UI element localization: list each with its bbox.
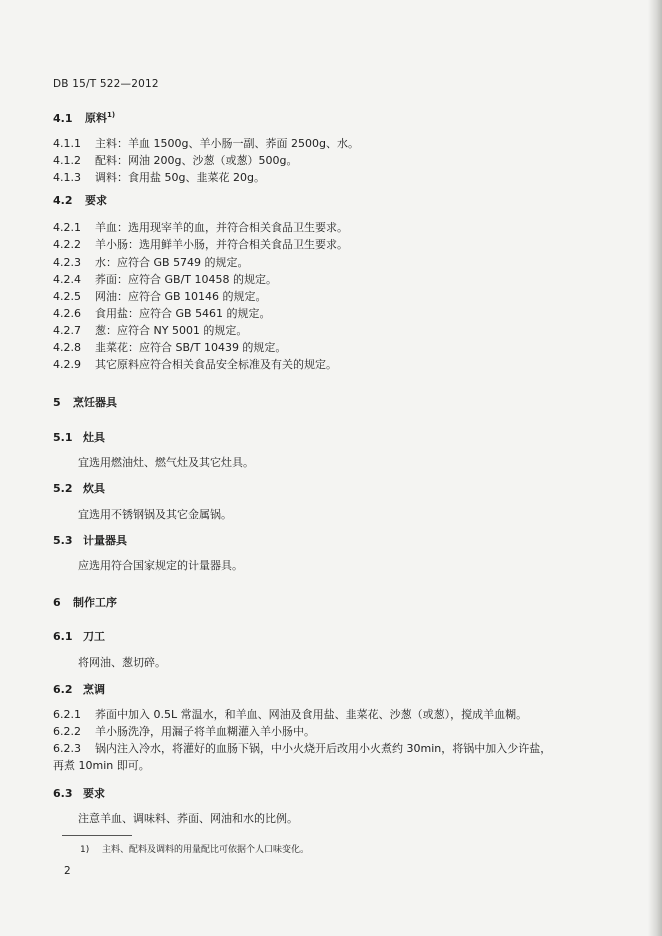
- section-title: 刀工: [83, 630, 105, 643]
- clause-4-2-5: [53, 290, 267, 304]
- heading-6-1: [53, 630, 105, 644]
- clause-text: 水：应符合 GB 5749 的规定。: [95, 256, 249, 269]
- footnote-text: 主料、配料及调料的用量配比可依据个人口味变化。: [102, 845, 310, 855]
- section-number: 6.2: [53, 683, 73, 696]
- clause-text: 其它原料应符合相关食品安全标准及有关的规定。: [95, 358, 337, 371]
- clause-text: 荞面：应符合 GB/T 10458 的规定。: [95, 273, 277, 286]
- clause-6-2-3-continuation: 再煮 10min 即可。: [53, 759, 150, 772]
- heading-4-1: [53, 108, 115, 126]
- section-number: 5: [53, 396, 61, 409]
- clause-4-1-3: [53, 171, 265, 185]
- clause-text: 主料：羊血 1500g、羊小肠一副、荞面 2500g、水。: [95, 137, 359, 150]
- section-number: 6.3: [53, 787, 73, 800]
- clause-6-2-2: [53, 725, 315, 739]
- clause-4-1-1: [53, 137, 359, 151]
- clause-number: 4.2.6: [53, 307, 81, 320]
- section-number: 4.2: [53, 194, 73, 207]
- section-number: 5.2: [53, 482, 73, 495]
- clause-number: 6.2.3: [53, 742, 81, 755]
- heading-5-1: [53, 431, 105, 445]
- paragraph-6-3: 注意羊血、调味料、荞面、网油和水的比例。: [78, 812, 298, 825]
- page-number: 2: [64, 865, 71, 877]
- clause-6-2-3: [53, 742, 551, 756]
- clause-text: 韭菜花：应符合 SB/T 10439 的规定。: [95, 341, 287, 354]
- heading-5: [53, 396, 117, 410]
- section-title: 制作工序: [73, 596, 117, 609]
- footnote: [80, 842, 309, 855]
- section-number: 6: [53, 596, 61, 609]
- heading-6: [53, 596, 117, 610]
- clause-text: 羊小肠：选用鲜羊小肠，并符合相关食品卫生要求。: [95, 238, 348, 251]
- clause-number: 4.2.3: [53, 256, 81, 269]
- clause-text: 调料：食用盐 50g、韭菜花 20g。: [95, 171, 265, 184]
- section-number: 6.1: [53, 630, 73, 643]
- clause-text: 羊血：选用现宰羊的血，并符合相关食品卫生要求。: [95, 221, 348, 234]
- clause-text: 网油：应符合 GB 10146 的规定。: [95, 290, 267, 303]
- clause-4-2-9: [53, 358, 337, 372]
- section-title: 计量器具: [83, 534, 127, 547]
- heading-5-3: [53, 534, 127, 548]
- paragraph-5-3: 应选用符合国家规定的计量器具。: [78, 559, 243, 572]
- clause-text: 葱：应符合 NY 5001 的规定。: [95, 324, 248, 337]
- section-title: 原料: [85, 111, 107, 125]
- heading-6-3: [53, 787, 105, 801]
- paragraph-6-1: 将网油、葱切碎。: [78, 656, 166, 669]
- clause-text: 配料：网油 200g、沙葱（或葱）500g。: [95, 154, 298, 167]
- heading-5-2: [53, 482, 105, 496]
- footnote-ref: 1): [107, 111, 116, 119]
- paragraph-5-2: 宜选用不锈钢锅及其它金属锅。: [78, 508, 232, 521]
- heading-4-2: [53, 194, 107, 208]
- footnote-divider: [62, 835, 132, 836]
- section-title: 炊具: [83, 482, 105, 495]
- clause-6-2-1: [53, 708, 527, 722]
- clause-text: 荞面中加入 0.5L 常温水，和羊血、网油及食用盐、韭菜花、沙葱（或葱），搅成羊血糊。: [95, 708, 528, 721]
- clause-number: 4.1.2: [53, 154, 81, 167]
- clause-4-2-4: [53, 273, 277, 287]
- clause-4-2-6: [53, 307, 271, 321]
- clause-4-2-8: [53, 341, 286, 355]
- clause-number: 4.2.8: [53, 341, 81, 354]
- clause-4-2-3: [53, 256, 249, 270]
- section-title: 灶具: [83, 431, 105, 444]
- clause-number: 4.1.1: [53, 137, 81, 150]
- clause-4-2-2: [53, 238, 348, 252]
- section-number: 4.1: [53, 111, 73, 125]
- document-header: DB 15/T 522—2012: [53, 78, 159, 90]
- clause-number: 4.2.5: [53, 290, 81, 303]
- clause-text: 锅内注入冷水，将灌好的血肠下锅，中小火烧开后改用小火煮约 30min，将锅中加入少许盐，: [95, 742, 552, 755]
- clause-number: 4.2.4: [53, 273, 81, 286]
- clause-number: 4.2.9: [53, 358, 81, 371]
- paragraph-5-1: 宜选用燃油灶、燃气灶及其它灶具。: [78, 456, 254, 469]
- clause-number: 6.2.1: [53, 708, 81, 721]
- clause-number: 6.2.2: [53, 725, 81, 738]
- clause-number: 4.2.7: [53, 324, 81, 337]
- clause-text: 羊小肠洗净，用漏子将羊血糊灌入羊小肠中。: [95, 725, 315, 738]
- section-title: 烹饪器具: [73, 396, 117, 409]
- clause-4-1-2: [53, 154, 297, 168]
- section-number: 5.3: [53, 534, 73, 547]
- heading-6-2: [53, 683, 105, 697]
- section-title: 要求: [83, 787, 105, 800]
- clause-number: 4.2.1: [53, 221, 81, 234]
- clause-4-2-7: [53, 324, 247, 338]
- section-title: 要求: [85, 194, 107, 207]
- clause-text: 食用盐：应符合 GB 5461 的规定。: [95, 307, 271, 320]
- section-title: 烹调: [83, 683, 105, 696]
- clause-4-2-1: [53, 221, 348, 235]
- section-number: 5.1: [53, 431, 73, 444]
- footnote-mark: 1): [80, 845, 90, 855]
- page-edge-shadow: [648, 0, 662, 936]
- clause-number: 4.2.2: [53, 238, 81, 251]
- clause-number: 4.1.3: [53, 171, 81, 184]
